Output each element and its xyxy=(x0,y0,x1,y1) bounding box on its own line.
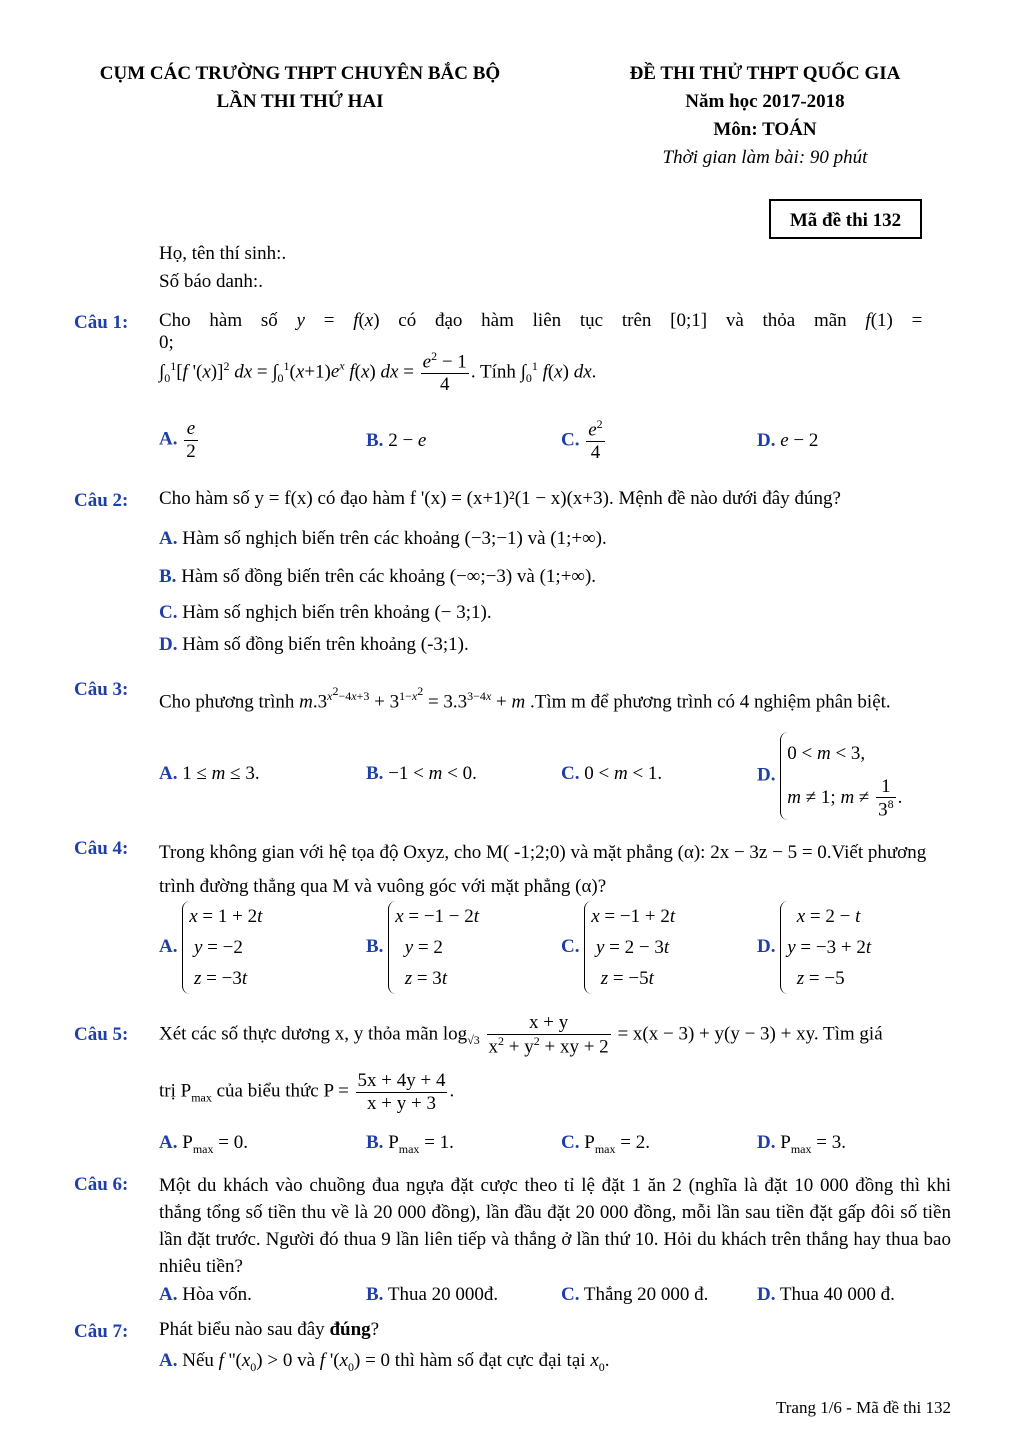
question-1-stem-formula: $\int_0^1[f$ '(x)]$^2$ dx = $\int_0^1(x+1)e^x$ f(x) dx = $\frac{e^2 - 1}{4}$ . Tính $\int_0^1$ f(x) dx. xyxy=(159,349,597,396)
question-2-stem: Cho hàm số y = f(x) có đạo hàm f '(x) = (x+1)²(1 − x)(x+3). Mệnh đề nào dưới đây đúng? xyxy=(159,488,841,509)
question-3-option-a[interactable]: A. 1 ≤ m ≤ 3. xyxy=(159,763,260,784)
exam-code-box: Mã đề thi 132 xyxy=(769,199,922,239)
question-5-label: Câu 5: xyxy=(74,1024,129,1045)
question-1-label: Câu 1: xyxy=(74,312,129,333)
question-4-option-a[interactable]: A. x = 1 + 2t y = −2 z = −3t xyxy=(159,901,262,994)
question-6-stem: Một du khách vào chuồng đua ngựa đặt cược theo tỉ lệ đặt 1 ăn 2 (nghĩa là đặt 10 000 đồng thì khi thắng tổng số tiền thu về là 20 000 đồng), lần đầu đặt 20 000 đồng, mỗi lần sau tiền đặt gấp đôi số tiền lần đặt trước. Người đó thua 9 lần liên tiếp và thắng ở lần thứ 10. Hỏi du khách trên thắng hay thua bao nhiêu tiền? xyxy=(159,1175,951,1277)
question-3-label: Câu 3: xyxy=(74,679,129,700)
subject: Môn: TOÁN xyxy=(713,119,817,140)
question-1-option-a[interactable]: A. $\frac{e}{2}$ xyxy=(159,418,196,462)
question-1-option-d[interactable]: D. e − 2 xyxy=(757,430,819,451)
question-6-option-a[interactable]: A. Hòa vốn. xyxy=(159,1284,252,1305)
question-3-stem: Cho phương trình $m.3^{x^2-4x+3} + 3^{1-x^2} = 3.3^{3-4x} + m$ .Tìm m để phương trình có 4 nghiệm phân biệt. xyxy=(159,684,891,713)
question-5-option-a[interactable]: A. $P_{max} = 0$. xyxy=(159,1132,248,1156)
question-6-option-c[interactable]: C. Thắng 20 000 đ. xyxy=(561,1284,709,1305)
school-name: CỤM CÁC TRƯỜNG THPT CHUYÊN BẮC BỘ xyxy=(99,63,501,84)
question-2-option-c[interactable]: C. Hàm số nghịch biến trên khoảng (− 3;1). xyxy=(159,602,492,623)
question-4-option-c[interactable]: C. x = −1 + 2t y = 2 − 3t z = −5t xyxy=(561,901,675,994)
exam-title: ĐỀ THI THỬ THPT QUỐC GIA xyxy=(629,63,901,84)
question-4-option-d[interactable]: D. x = 2 − t y = −3 + 2t z = −5 xyxy=(757,901,871,994)
question-4-label: Câu 4: xyxy=(74,838,129,859)
question-5-option-d[interactable]: D. $P_{max} = 3$. xyxy=(757,1132,846,1156)
question-4-stem: Trong không gian với hệ tọa độ Oxyz, cho M( -1;2;0) và mặt phẳng (α): 2x − 3z − 5 = 0.Viết phương trình đường thẳng qua M và vuông góc với mặt phẳng (α)? xyxy=(159,842,927,897)
exam-header xyxy=(590,60,940,172)
question-1-option-c[interactable]: C. $\frac{e^2}{4}$ xyxy=(561,417,603,464)
question-2-option-d[interactable]: D. Hàm số đồng biến trên khoảng (-3;1). xyxy=(159,634,469,655)
question-6-label: Câu 6: xyxy=(74,1174,129,1195)
question-6-option-d[interactable]: D. Thua 40 000 đ. xyxy=(757,1284,895,1305)
question-3-option-b[interactable]: B. −1 < m < 0. xyxy=(366,763,477,784)
question-7-stem: Phát biểu nào sau đây đúng? xyxy=(159,1319,380,1340)
question-2-option-a[interactable]: A. Hàm số nghịch biến trên các khoảng (−3;−1) và (1;+∞). xyxy=(159,528,607,549)
question-3-option-d[interactable]: D. 0 < m < 3, m ≠ 1; m ≠ $\frac{1}{3^8}$ . xyxy=(757,732,902,820)
question-5-option-c[interactable]: C. $P_{max} = 2$. xyxy=(561,1132,650,1156)
question-1-stem: Cho hàm số y = f(x) có đạo hàm liên tục trên [0;1] và thỏa mãn f(1) = 0; xyxy=(159,310,923,353)
question-5-stem-2: trị $P_{max}$ của biểu thức P = $\frac{5x + 4y + 4}{x + y + 3}$ . xyxy=(159,1070,455,1114)
student-name-field: Họ, tên thí sinh:. xyxy=(159,243,287,264)
page-footer: Trang 1/6 - Mã đề thi 132 xyxy=(775,1398,951,1417)
question-6-option-b[interactable]: B. Thua 20 000đ. xyxy=(366,1284,499,1305)
question-5-option-b[interactable]: B. $P_{max} = 1$. xyxy=(366,1132,454,1156)
question-5-stem: Xét các số thực dương x, y thỏa mãn $\log_{√3}$ $\frac{x + y}{x^2 + y^2 + xy + 2}$ = x(x − 3) + y(y − 3) + xy. Tìm giá xyxy=(159,1012,883,1058)
question-7-option-a[interactable]: A. Nếu f ''$(x_0) > 0$ và f '$(x_0) = 0$ thì hàm số đạt cực đại tại $x_0$. xyxy=(159,1350,610,1374)
question-2-option-b[interactable]: B. Hàm số đồng biến trên các khoảng (−∞;−3) và (1;+∞). xyxy=(159,566,597,587)
question-1-option-b[interactable]: B. 2 − e xyxy=(366,430,427,451)
duration: Thời gian làm bài: 90 phút xyxy=(662,147,868,168)
student-id-field: Số báo danh:. xyxy=(159,271,263,292)
question-2-label: Câu 2: xyxy=(74,490,129,511)
exam-round: LẦN THI THỨ HAI xyxy=(216,91,384,112)
question-7-label: Câu 7: xyxy=(74,1321,129,1342)
school-year: Năm học 2017-2018 xyxy=(685,91,845,112)
school-header xyxy=(70,60,530,116)
question-4-option-b[interactable]: B. x = −1 − 2t y = 2 z = 3t xyxy=(366,901,479,994)
question-3-option-c[interactable]: C. 0 < m < 1. xyxy=(561,763,663,784)
